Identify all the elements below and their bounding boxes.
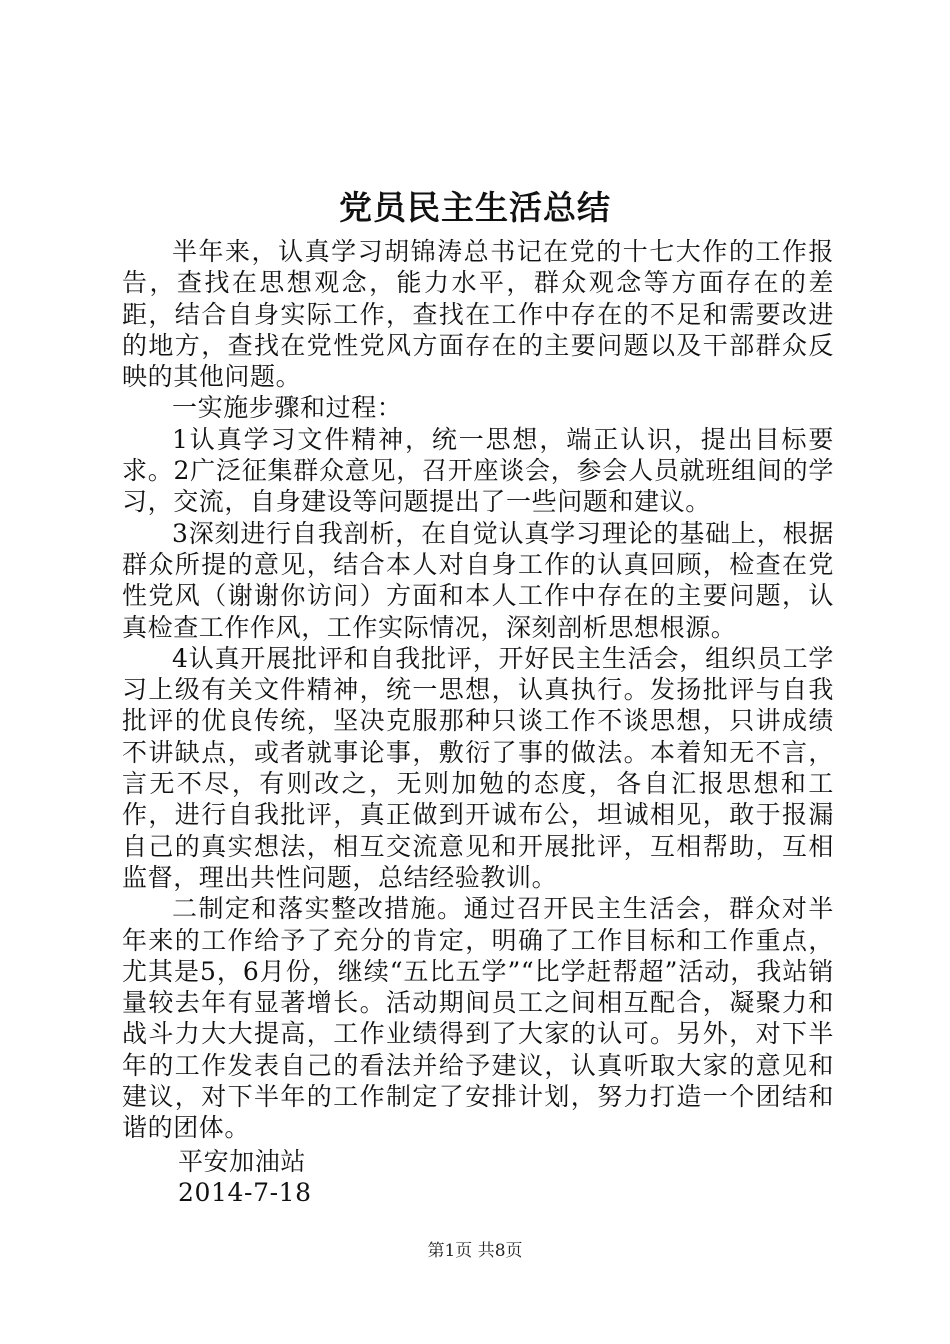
signature-block: [122, 1146, 834, 1209]
document-body: [122, 236, 834, 1208]
paragraph-section-two: 二制定和落实整改措施。通过召开民主生活会，群众对半年来的工作给予了充分的肯定，明确了工作目标和工作重点，尤其是5，6月份，继续“五比五学”“比学赶帮超”活动，我站销量较去年有显著增长。活动期间员工之间相互配合，凝聚力和战斗力大大提高，工作业绩得到了大家的认可。另外，对下半年的工作发表自己的看法并给予建议，认真听取大家的意见和建议，对下半年的工作制定了安排计划，努力打造一个团结和谐的团体。: [122, 894, 834, 1143]
document-title: 党员民主生活总结: [339, 188, 611, 227]
paragraph-step-one-two: 1认真学习文件精神，统一思想，端正认识，提出目标要求。2广泛征集群众意见，召开座谈会，参会人员就班组间的学习，交流，自身建设等问题提出了一些问题和建议。: [122, 424, 834, 517]
paragraph-step-three: 3深刻进行自我剖析，在自觉认真学习理论的基础上，根据群众所提的意见，结合本人对自身工作的认真回顾，检查在党性党风（谢谢你访问）方面和本人工作中存在的主要问题，认真检查工作作风，工作实际情况，深刻剖析思想根源。: [122, 518, 834, 642]
signature-date: 2014-7-18: [178, 1177, 312, 1207]
page-number-footer: 第1页 共8页: [427, 1241, 523, 1261]
signature-org: 平安加油站: [178, 1146, 307, 1176]
paragraph-intro: 半年来，认真学习胡锦涛总书记在党的十七大作的工作报告，查找在思想观念，能力水平，群众观念等方面存在的差距，结合自身实际工作，查找在工作中存在的不足和需要改进的地方，查找在党性党风方面存在的主要问题以及干部群众反映的其他问题。: [122, 237, 834, 392]
paragraph-section-one-heading: 一实施步骤和过程：: [172, 393, 403, 423]
paragraph-step-four: 4认真开展批评和自我批评，开好民主生活会，组织员工学习上级有关文件精神，统一思想，认真执行。发扬批评与自我批评的优良传统，坚决克服那种只谈工作不谈思想，只讲成绩不讲缺点，或者就事论事，敷衍了事的做法。本着知无不言，言无不尽，有则改之，无则加勉的态度，各自汇报思想和工作，进行自我批评，真正做到开诚布公，坦诚相见，敢于报漏自己的真实想法，相互交流意见和开展批评，互相帮助，互相监督，理出共性问题，总结经验教训。: [122, 643, 834, 892]
